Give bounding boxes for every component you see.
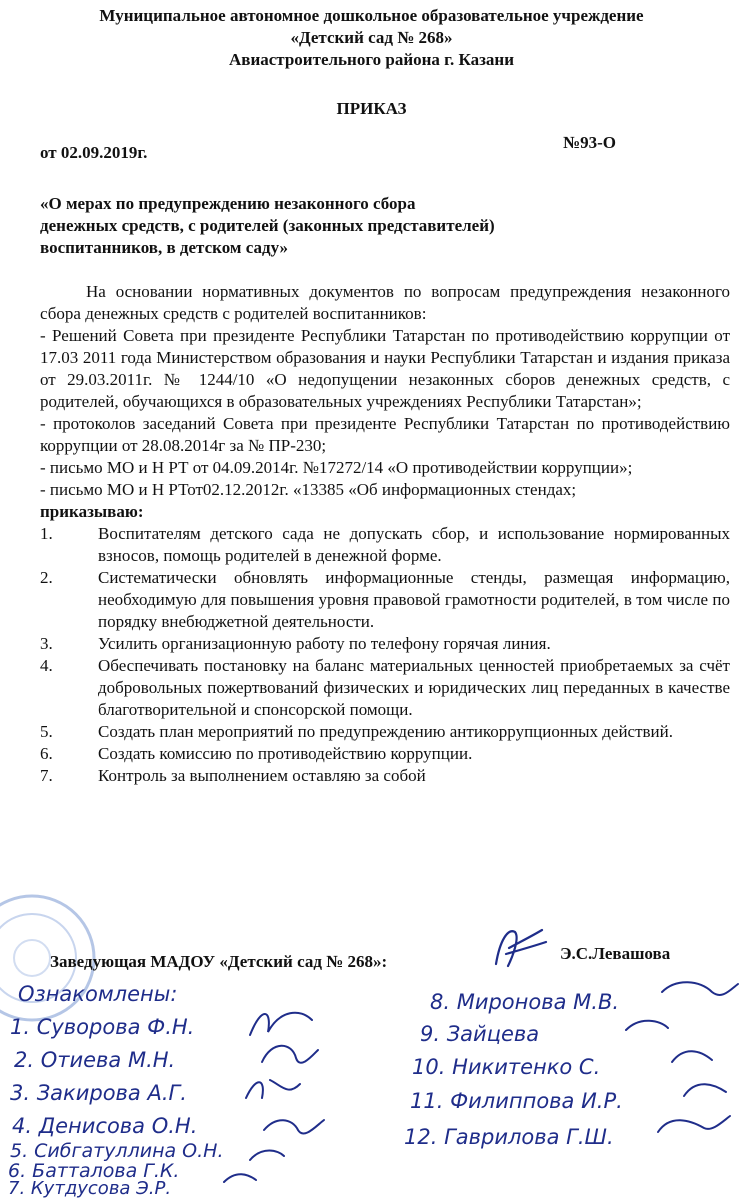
subject-line: денежных средств, с родителей (законных представителей) xyxy=(40,216,495,235)
order-item xyxy=(40,633,730,655)
order-item xyxy=(40,655,730,721)
acquainted-entry: 8. Миронова М.В. xyxy=(430,990,620,1014)
acquainted-heading: Ознакомлены: xyxy=(18,982,178,1006)
acquainted-entry: 7. Кутдусова Э.Р. xyxy=(8,1178,172,1199)
preamble-basis: - письмо МО и Н РТ от 04.09.2014г. №17272/14 «О противодействии коррупции»; xyxy=(40,458,633,477)
item-text: Контроль за выполнением оставляю за собой xyxy=(98,766,426,785)
signatory-name: Э.С.Левашова xyxy=(560,944,671,963)
org-district: Авиастроительного района г. Казани xyxy=(229,50,514,69)
acquainted-entry: 2. Отиева М.Н. xyxy=(14,1048,176,1072)
order-date: от 02.09.2019г. xyxy=(40,143,148,162)
preamble-basis: - протоколов заседаний Совета при президенте Республики Татарстан по противодействию коррупции от 28.08.2014г за № ПР-230; xyxy=(40,414,730,455)
item-number: 3. xyxy=(40,634,53,653)
subject-line: воспитанников, в детском саду» xyxy=(40,238,289,257)
order-item xyxy=(40,523,730,567)
acquainted-entry: 3. Закирова А.Г. xyxy=(10,1081,187,1105)
subject-line: «О мерах по предупреждению незаконного сбора xyxy=(40,194,416,213)
order-number: №93-О xyxy=(563,133,616,152)
acquainted-entry: 12. Гаврилова Г.Ш. xyxy=(404,1125,614,1149)
order-subject xyxy=(40,193,495,259)
order-item xyxy=(40,743,730,765)
preamble-basis: - письмо МО и Н РТот02.12.2012г. «13385 «Об информационных стендах; xyxy=(40,480,577,499)
signatory-position: Заведующая МАДОУ «Детский сад № 268»: xyxy=(50,952,388,971)
acquainted-entry: 1. Суворова Ф.Н. xyxy=(10,1015,195,1039)
acquainted-entry: 4. Денисова О.Н. xyxy=(12,1114,198,1138)
item-text: Усилить организационную работу по телефону горячая линия. xyxy=(98,634,551,653)
preamble-basis: - Решений Совета при президенте Республики Татарстан по противодействию коррупции от 17.03 2011 года Министерством образования и науки Республики Татарстан и издания приказа от 29.03.2011г. № 1244/10 «О недопущении незаконных сборов денежных средств, с родителей, обучающихся в образовательных учреждениях Республики Татарстан»; xyxy=(40,326,730,411)
order-item xyxy=(40,765,730,787)
item-text: Систематически обновлять информационные стенды, размещая информацию, необходимую для повышения уровня правовой грамотности родителей, в том числе по порядку внебюджетной деятельности. xyxy=(98,568,730,631)
preamble-intro: На основании нормативных документов по вопросам предупреждения незаконного сбора денежных средств с родителей воспитанников: xyxy=(40,282,730,323)
order-item xyxy=(40,567,730,633)
item-text: Воспитателям детского сада не допускать сбор, и использование нормированных взносов, помощь родителей в денежной форме. xyxy=(98,524,730,565)
acquainted-entry: 5. Сибгатуллина О.Н. xyxy=(10,1140,224,1162)
item-number: 2. xyxy=(40,568,53,587)
item-number: 1. xyxy=(40,524,53,543)
item-number: 6. xyxy=(40,744,53,763)
item-text: Создать план мероприятий по предупреждению антикоррупционных действий. xyxy=(98,722,673,741)
item-number: 4. xyxy=(40,656,53,675)
acquainted-entry: 10. Никитенко С. xyxy=(412,1055,601,1079)
org-name-line2: «Детский сад № 268» xyxy=(290,28,453,47)
order-body xyxy=(40,281,730,787)
org-name-line1: Муниципальное автономное дошкольное образовательное учреждение xyxy=(99,6,644,25)
document-title: ПРИКАЗ xyxy=(336,99,407,118)
item-number: 7. xyxy=(40,766,53,785)
acquainted-entry: 11. Филиппова И.Р. xyxy=(410,1089,623,1113)
head-signature xyxy=(482,920,552,975)
item-number: 5. xyxy=(40,722,53,741)
handwritten-signatures xyxy=(0,980,743,1200)
decree-word: приказываю: xyxy=(40,502,144,521)
order-item xyxy=(40,721,730,743)
item-text: Создать комиссию по противодействию коррупции. xyxy=(98,744,473,763)
item-text: Обеспечивать постановку на баланс материальных ценностей приобретаемых за счёт добровольных пожертвований физических и юридических лиц переданных в качестве благотворительной и спонсорской помощи. xyxy=(98,656,730,719)
acquainted-entry: 9. Зайцева xyxy=(420,1022,540,1046)
acquainted-entry: 6. Батталова Г.К. xyxy=(8,1160,180,1182)
